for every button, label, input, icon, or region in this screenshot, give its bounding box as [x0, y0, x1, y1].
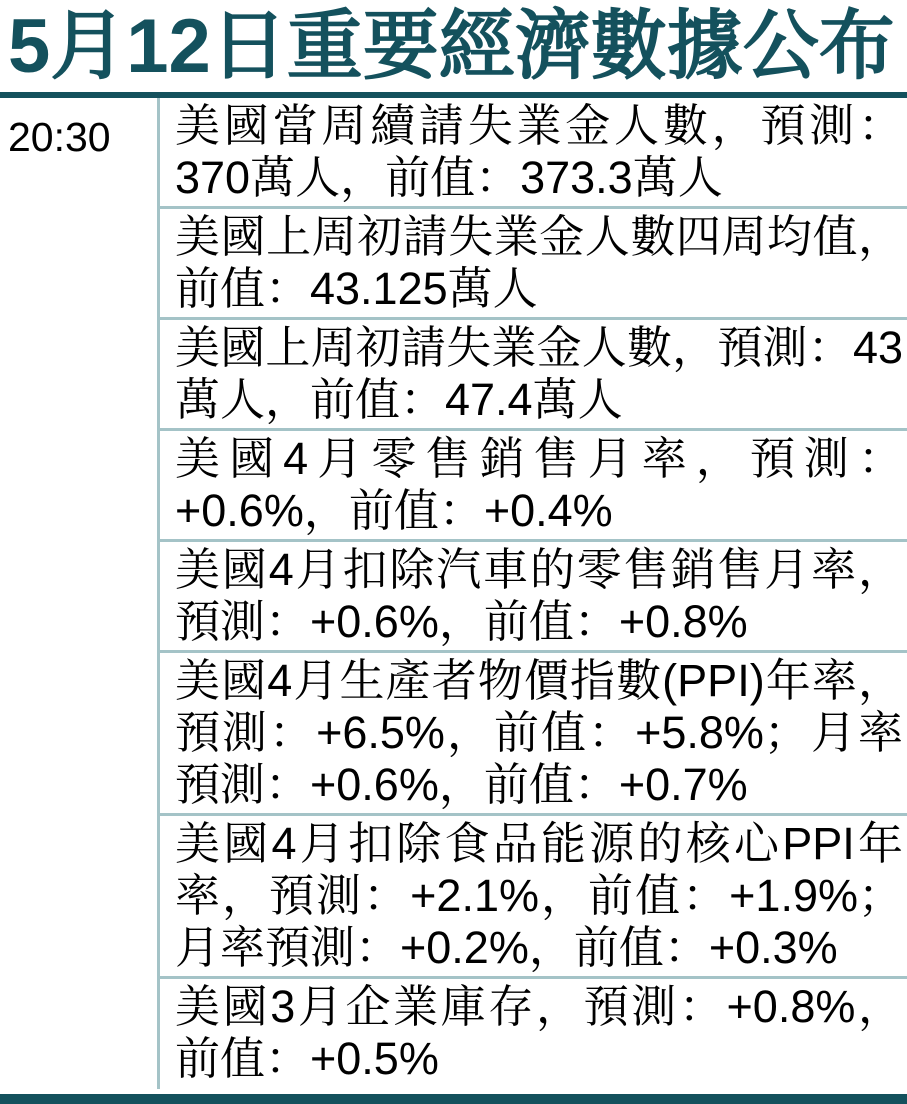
schedule-row: 美國4月扣除汽車的零售銷售月率，預測：+0.6%，前值：+0.8% [160, 542, 907, 653]
schedule-table [0, 98, 907, 1089]
schedule-row: 美國4月生產者物價指數(PPI)年率，預測：+6.5%，前值：+5.8%；月率預測：+0.6%，前值：+0.7% [160, 653, 907, 816]
page-title: 5月12日重要經濟數據公布 [8, 4, 895, 89]
schedule-row: 美國當周續請失業金人數，預測：370萬人，前值：373.3萬人 [160, 98, 907, 209]
schedule-row: 美國4月零售銷售月率，預測：+0.6%，前值：+0.4% [160, 431, 907, 542]
schedule-row: 美國上周初請失業金人數四周均值，前值：43.125萬人 [160, 209, 907, 320]
schedule-row: 美國3月企業庫存，預測：+0.8%，前值：+0.5% [175, 981, 903, 1084]
time-cell: 20:30 [8, 114, 111, 160]
schedule-items [160, 98, 907, 1089]
schedule-row: 美國4月扣除食品能源的核心PPI年率，預測：+2.1%，前值：+1.9%；月率預測：+0.2%，前值：+0.3% [160, 816, 907, 979]
bottom-divider-rule [0, 1094, 907, 1104]
schedule-row: 美國上周初請失業金人數，預測：43萬人，前值：47.4萬人 [160, 320, 907, 431]
